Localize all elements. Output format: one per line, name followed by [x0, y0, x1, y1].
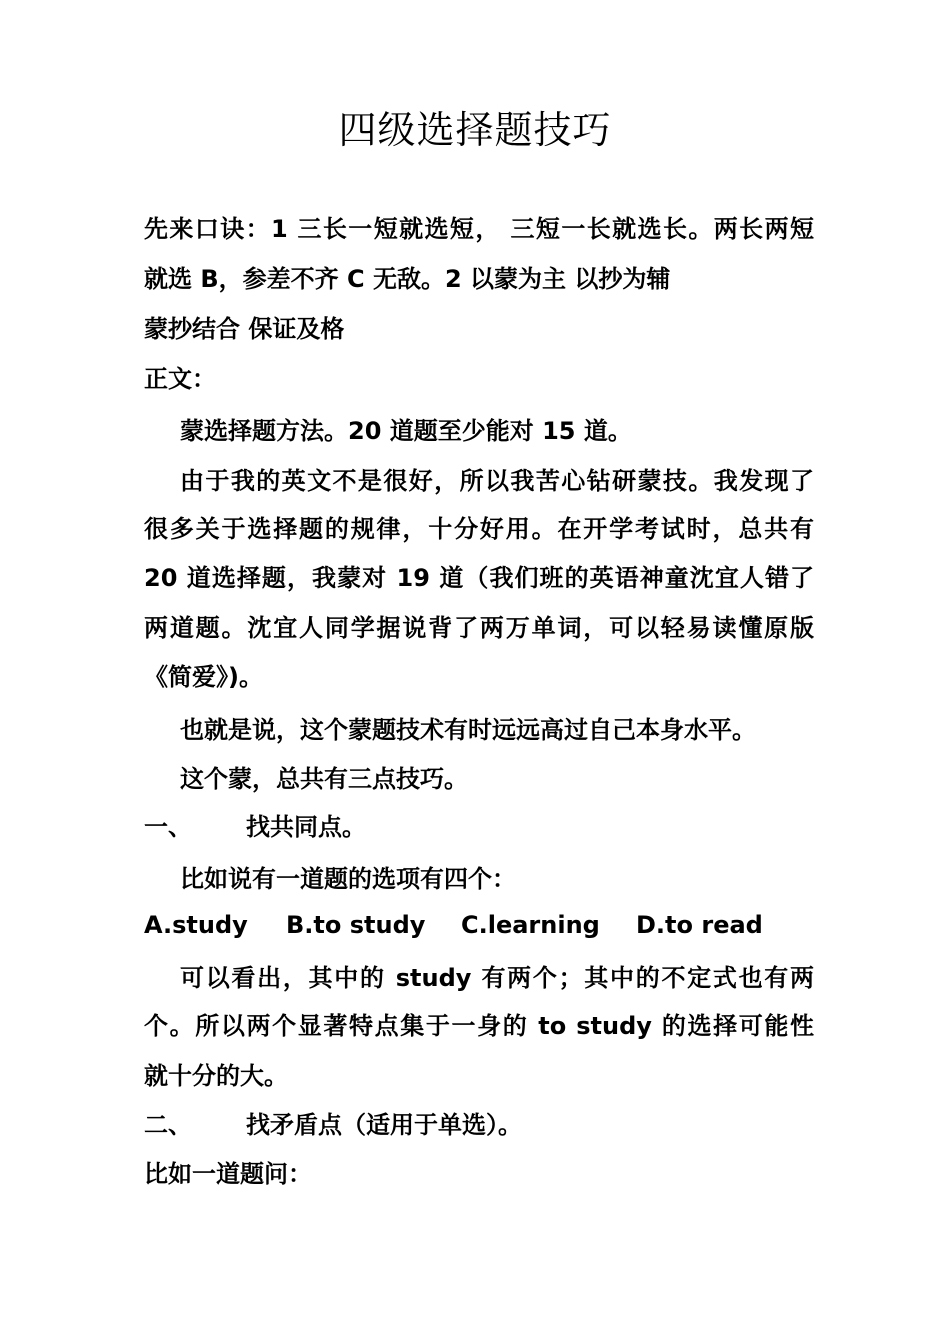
- heading-text: 找共同点。: [246, 813, 366, 841]
- paragraph-line: 两道题。沈宜人同学据说背了两万单词，可以轻易读懂原版: [144, 614, 814, 642]
- paragraph-line: 由于我的英文不是很好，所以我苦心钻研蒙技。我发现了: [180, 467, 814, 495]
- page-title: 四级选择题技巧: [338, 108, 612, 152]
- heading-text: 找矛盾点（适用于单选）。: [246, 1111, 522, 1139]
- numbered-heading: [144, 810, 814, 844]
- option-c: C.learning: [461, 911, 600, 939]
- paragraph-line: 先来口诀：1 三长一短就选短， 三短一长就选长。两长两短: [144, 215, 814, 243]
- paragraph-line: 《简爱》)。: [144, 663, 263, 691]
- paragraph-line: 比如说有一道题的选项有四个：: [180, 865, 516, 893]
- numbered-heading: [144, 1108, 814, 1142]
- paragraph-line: 很多关于选择题的规律，十分好用。在开学考试时，总共有: [144, 515, 814, 543]
- paragraph-line: 这个蒙，总共有三点技巧。: [180, 765, 468, 793]
- answer-options: [144, 908, 814, 942]
- paragraph-line: 也就是说，这个蒙题技术有时远远高过自己本身水平。: [180, 716, 756, 744]
- section-label: 正文：: [144, 365, 216, 393]
- paragraph-line: 可以看出，其中的 study 有两个；其中的不定式也有两: [180, 964, 814, 992]
- heading-number: 一、: [144, 813, 192, 841]
- option-a: A.study: [144, 911, 248, 939]
- paragraph-line: 蒙选择题方法。20 道题至少能对 15 道。: [180, 417, 632, 445]
- paragraph-line: 就选 B，参差不齐 C 无敌。2 以蒙为主 以抄为辅: [144, 265, 671, 293]
- paragraph-line: 比如一道题问：: [144, 1160, 312, 1188]
- option-b: B.to study: [286, 911, 426, 939]
- paragraph-line: 20 道选择题，我蒙对 19 道（我们班的英语神童沈宜人错了: [144, 564, 814, 592]
- paragraph-line: 个。所以两个显著特点集于一身的 to study 的选择可能性: [144, 1012, 814, 1040]
- option-d: D.to read: [636, 911, 763, 939]
- paragraph-line: 蒙抄结合 保证及格: [144, 315, 345, 343]
- paragraph-line: 就十分的大。: [144, 1062, 288, 1090]
- heading-number: 二、: [144, 1111, 192, 1139]
